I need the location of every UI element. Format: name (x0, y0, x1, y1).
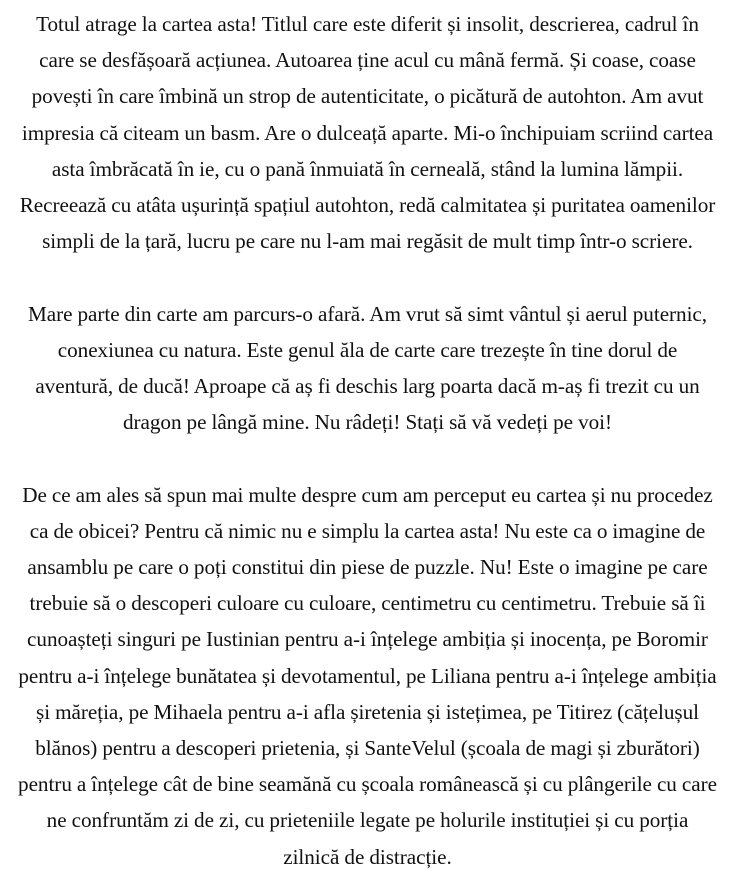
paragraph-1: Totul atrage la cartea asta! Titlul care este diferit și insolit, descrierea, cadrul în care se desfășoară acțiunea. Autoarea ține acul cu mână fermă. Și coase, coase povești în care îmbină un strop de autenticitate, o picătură de autohton. Am avut impresia că citeam un basm. Are o dulceață aparte. Mi-o închipuiam scriind cartea asta îmbrăcată în ie, cu o pană înmuiată în cerneală, stând la lumina lămpii. Recreează cu atâta ușurință spațiul autohton, redă calmitatea și puritatea oamenilor simpli de la țară, lucru pe care nu l-am mai regăsit de mult timp într-o scriere. (19, 12, 716, 254)
paragraph-3: De ce am ales să spun mai multe despre cum am perceput eu cartea și nu procedez ca de obicei? Pentru că nimic nu e simplu la cartea asta! Nu este ca o imagine de ansamblu pe care o poți constitui din piese de puzzle. Nu! Este o imagine pe care trebuie să o descoperi culoare cu culoare, centimetru cu centimetru. Trebuie să îi cunoașteți singuri pe Iustinian pentru a-i înțelege ambiția și inocența, pe Boromir pentru a-i înțelege bunătatea și devotamentul, pe Liliana pentru a-i înțelege ambiția și măreția, pe Mihaela pentru a-i afla șiretenia și istețimea, pe Titirez (cățelușul blănos) pentru a descoperi prietenia, și SanteVelul (școala de magi și zburători) pentru a înțelege cât de bine seamănă cu școala românească și cu plângerile cu care ne confruntăm zi de zi, cu prieteniile legate pe holurile instituției și cu porția zilnică de distracție. (18, 482, 717, 869)
paragraph-2: Mare parte din carte am parcurs-o afară. Am vrut să simt vântul și aerul puternic, conexiunea cu natura. Este genul ăla de carte care trezește în tine dorul de aventură, de ducă! Aproape că aș fi deschis larg poarta dacă m-aș fi trezit cu un dragon pe lângă mine. Nu râdeți! Stați să vă vedeți pe voi! (27, 301, 708, 435)
article-body (18, 0, 717, 875)
